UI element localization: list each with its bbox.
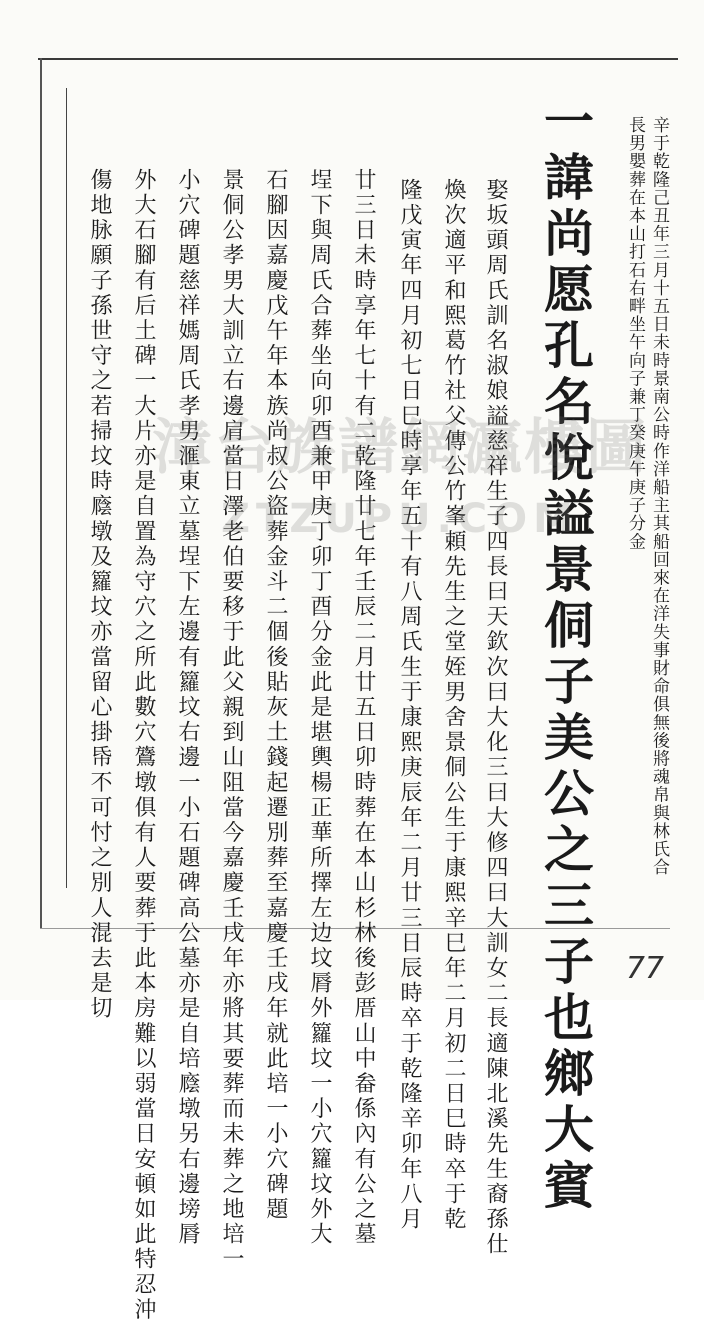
body-line-8: 小穴碑題慈祥媽周氏孝男滙東立墓埕下左邊有籮坟右邊一小石題碑高公墓亦是自培廕墩另右邊塝脣 [175,168,200,1248]
body-line-4: 廿三日未時享年七十有二乾隆廿七年壬辰二月廿五日卯時葬在本山杉林後彭厝山中畚係內有公之墓 [351,168,376,1248]
body-line-3: 隆戊寅年四月初七日巳時享年五十有八周氏生于康熙庚辰年二月廿三日辰時卒于乾隆辛卯年八月 [397,178,422,1233]
body-line-9: 外大石腳有后土碑一大片亦是自置為守穴之所此數穴鷟墩俱有人要葬于此本房難以弱當日安頓如此特忍沖 [131,168,156,1323]
body-line-5: 埕下與周氏合葬坐向卯酉兼甲庚丁卯丁酉分金此是堪輿楊正華所擇左边坟脣外籮坟一小穴籮坟外大 [307,168,332,1248]
inner-column-rule [66,88,67,888]
body-line-10: 傷地脉願子孫世守之若掃坟時廕墩及籮坟亦當留心掛帋不可忖之別人混去是切 [87,168,112,1022]
frame-top-border [38,58,678,60]
frame-left-border [40,58,42,928]
watermark-en: ZTZUPU.COM [221,496,579,542]
watermark-cn: 漳台族譜網瀛樓圖 [152,413,648,483]
note-line-2: 長男嬰葬在本山打石右畔坐午向子兼丁癸庚午庚子分金 [625,116,645,551]
body-line-6: 石腳因嘉慶戊午年本族尚叔公盜葬金斗二個後貼灰土錢起遷別葬至嘉慶壬戌年就此培一小穴碑題 [263,168,288,1223]
title-line: 一諱尚愿孔名悅謚景侗子美公之三子也鄉大賓 [536,95,595,1215]
body-line-2: 煥次適平和熙葛竹社父傳公竹峯頼先生之堂姪男舍景侗公生于康熙辛巳年二月初二日巳時卒于乾 [441,178,466,1233]
page-number: 77 [625,951,664,986]
note-line-1: 辛于乾隆己丑年三月十五日未時景南公時作洋船主其船回來在洋失事財命俱無後將魂帛與林氏合 [649,116,669,877]
body-line-1: 娶坂頭周氏訓名淑娘謚慈祥生子四長曰天欽次曰大化三曰大修四曰大訓女二長適陳北溪先生裔孫仕 [483,178,508,1258]
body-line-7: 景侗公孝男大訓立右邊肩當日澤老伯要移于此父親到山阻當今嘉慶壬戌年亦將其要葬而未葬之地培一 [219,168,244,1273]
